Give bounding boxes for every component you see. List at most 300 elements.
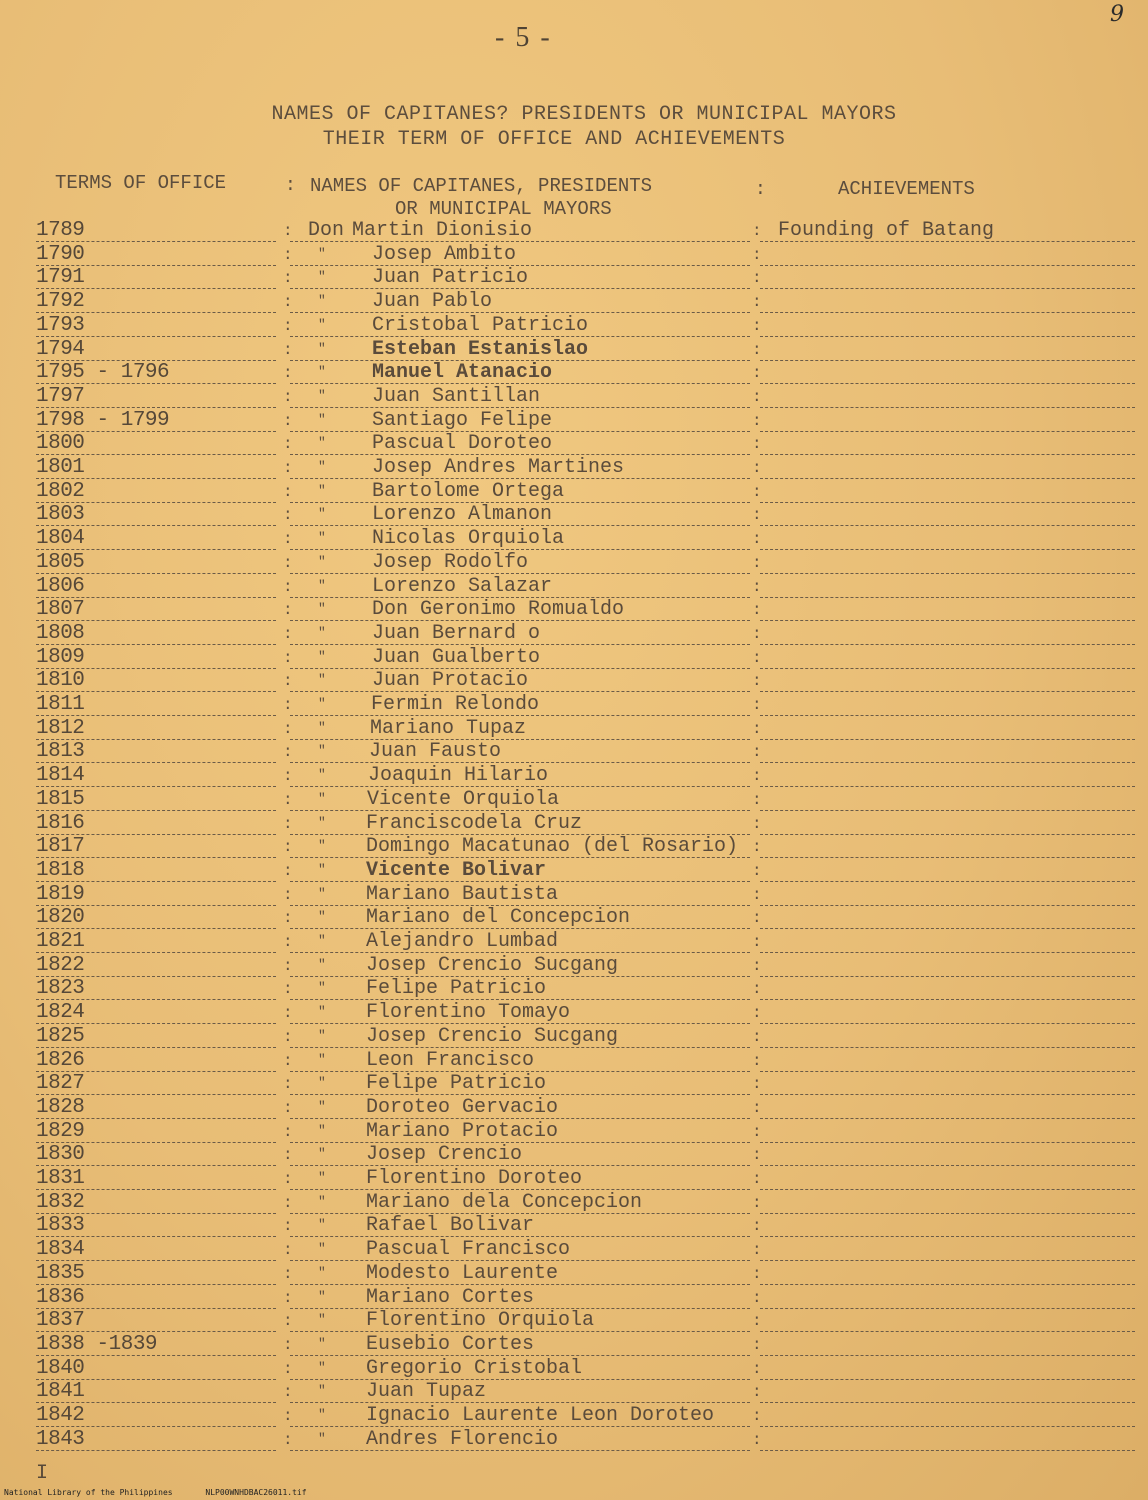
mayor-name: Josep Crencio [366, 1143, 523, 1167]
ditto-mark: " [318, 293, 326, 309]
mayor-name: Florentino Doroteo [366, 1167, 583, 1190]
ditto-mark: " [318, 861, 326, 877]
ditto-mark: " [318, 1193, 326, 1209]
mayor-name: Josep Ambito [372, 242, 517, 266]
column-separator: : [283, 719, 293, 738]
column-separator: : [283, 245, 293, 264]
term-of-office: 1822 [36, 953, 85, 977]
column-separator: : [283, 1170, 293, 1188]
column-separator: : [283, 1122, 293, 1141]
column-separator: : [752, 814, 762, 833]
column-separator: : [283, 696, 293, 714]
column-separator: : [283, 980, 293, 999]
mayor-name: Juan Fausto [369, 740, 502, 764]
mayor-name: Juan Gualberto [372, 645, 541, 669]
ditto-mark: " [318, 838, 326, 854]
column-separator: : [752, 1122, 762, 1141]
term-of-office: 1842 [36, 1404, 85, 1427]
term-of-office: 1817 [36, 835, 85, 859]
title-line-1: NAMES OF CAPITANES? PRESIDENTS OR MUNICIPAL MAYORS [271, 103, 897, 126]
term-of-office: 1828 [36, 1095, 85, 1119]
column-separator: : [283, 790, 293, 809]
ditto-mark: " [318, 1098, 326, 1114]
ditto-mark: " [318, 340, 326, 356]
column-separator: : [752, 767, 762, 786]
term-of-office: 1803 [36, 503, 85, 527]
term-of-office: 1814 [36, 764, 85, 788]
term-of-office: 1815 [36, 787, 85, 811]
mayor-name: Eusebio Cortes [366, 1332, 535, 1356]
mayor-name: Pascual Francisco [366, 1238, 571, 1262]
column-separator: : [752, 696, 762, 714]
column-separator: : [752, 956, 762, 975]
column-separator: : [283, 1335, 293, 1354]
header-colon: : [285, 176, 296, 196]
page-number: - 5 - [495, 22, 552, 53]
term-of-office: 1812 [36, 716, 85, 740]
ditto-mark: " [318, 1288, 326, 1304]
table-row [0, 455, 1148, 479]
table-row [0, 692, 1148, 716]
table-row [0, 1190, 1148, 1214]
ditto-mark: " [318, 956, 326, 972]
column-separator: : [752, 1312, 762, 1331]
footer-filename: NLP00WNHDBAC26011.tif [205, 1488, 307, 1497]
column-separator: : [752, 648, 762, 667]
column-separator: : [283, 1146, 293, 1165]
term-of-office: 1831 [36, 1167, 85, 1190]
column-separator: : [752, 1288, 762, 1307]
column-separator: : [283, 1288, 293, 1307]
mayor-name: Nicolas Orquiola [372, 527, 565, 551]
mayor-name: Vicente Orquiola [367, 787, 560, 811]
mayor-name: Florentino Orquiola [366, 1309, 595, 1333]
column-separator: : [283, 222, 293, 240]
term-of-office: 1836 [36, 1285, 85, 1309]
column-separator: : [752, 1170, 762, 1188]
column-separator: : [752, 672, 762, 691]
ditto-mark: " [318, 1430, 326, 1446]
column-separator: : [752, 1264, 762, 1283]
column-separator: : [752, 530, 762, 549]
mayor-name: Gregorio Cristobal [366, 1356, 583, 1380]
mayor-name: Florentino Tomayo [366, 1001, 571, 1025]
table-row [0, 929, 1148, 953]
term-of-office: 1793 [36, 313, 85, 337]
achievement: Founding of Batang [778, 219, 995, 242]
column-separator: : [283, 553, 293, 572]
column-separator: : [283, 411, 293, 430]
header-names-line-1: NAMES OF CAPITANES, PRESIDENTS [310, 175, 653, 197]
term-of-office: 1819 [36, 882, 85, 906]
term-of-office: 1808 [36, 621, 85, 645]
mayor-name: Bartolome Ortega [372, 479, 565, 503]
bottom-mark: I [36, 1462, 49, 1485]
table-row [0, 739, 1148, 763]
ditto-mark: " [318, 269, 326, 285]
mayor-name: Domingo Macatunao (del Rosario) [366, 835, 739, 859]
column-separator: : [283, 1051, 293, 1070]
ditto-mark: " [318, 553, 326, 569]
column-separator: : [752, 790, 762, 809]
column-separator: : [752, 482, 762, 501]
mayor-name: Pascual Doroteo [372, 432, 553, 456]
column-separator: : [283, 340, 293, 359]
column-separator: : [283, 838, 293, 857]
ditto-mark: " [318, 719, 326, 735]
ditto-mark: " [318, 387, 326, 403]
term-of-office: 1843 [36, 1427, 85, 1451]
mayor-name: Don Geronimo Romualdo [372, 598, 625, 622]
ditto-mark: " [318, 672, 326, 688]
term-of-office: 1830 [36, 1143, 85, 1167]
column-separator: : [752, 624, 762, 643]
table-row [0, 1332, 1148, 1356]
table-row [0, 1285, 1148, 1309]
column-separator: : [283, 1264, 293, 1283]
mayor-name: Lorenzo Almanon [372, 503, 553, 527]
table-row [0, 811, 1148, 835]
mayor-name: Manuel Atanacio [372, 361, 553, 385]
column-separator: : [752, 387, 762, 406]
table-row [0, 621, 1148, 645]
column-separator: : [752, 1241, 762, 1260]
ditto-mark: " [318, 435, 326, 451]
table-row [0, 502, 1148, 526]
column-separator: : [752, 364, 762, 383]
ditto-mark: " [318, 933, 326, 948]
table-row [0, 716, 1148, 740]
column-separator: : [752, 506, 762, 525]
table-row [0, 1166, 1148, 1190]
column-separator: : [752, 293, 762, 312]
table-row [0, 431, 1148, 455]
mayor-name: Vicente Bolivar [366, 858, 547, 882]
column-separator: : [752, 1335, 762, 1354]
ditto-mark: " [318, 790, 326, 806]
column-separator: : [752, 601, 762, 620]
ditto-mark: " [318, 1264, 326, 1280]
column-separator: : [283, 814, 293, 833]
column-separator: : [283, 601, 293, 620]
table-row [0, 905, 1148, 929]
column-separator: : [283, 1359, 293, 1378]
table-row [0, 218, 1148, 242]
ditto-mark: " [318, 316, 326, 332]
column-separator: : [283, 909, 293, 928]
table-row [0, 1356, 1148, 1380]
ditto-mark: " [318, 1146, 326, 1162]
column-separator: : [283, 1430, 293, 1449]
ditto-mark: " [318, 364, 326, 380]
achievement-underline [760, 1450, 1135, 1451]
term-of-office: 1807 [36, 598, 85, 622]
column-separator: : [752, 1217, 762, 1236]
term-of-office: 1809 [36, 645, 85, 669]
table-row [0, 526, 1148, 550]
term-of-office: 1792 [36, 290, 85, 314]
mayor-name: Juan Patricio [372, 266, 529, 290]
table-row [0, 1403, 1148, 1427]
column-separator: : [283, 767, 293, 786]
ditto-mark: " [318, 1383, 326, 1399]
column-separator: : [283, 1075, 293, 1094]
column-separator: : [283, 482, 293, 501]
table-row [0, 787, 1148, 811]
ditto-mark: " [318, 411, 326, 427]
column-separator: : [283, 1312, 293, 1331]
column-separator: : [283, 293, 293, 312]
column-separator: : [752, 838, 762, 857]
column-separator: : [752, 435, 762, 454]
header-terms-of-office: TERMS OF OFFICE [55, 172, 227, 194]
column-separator: : [752, 1027, 762, 1046]
table-row [0, 550, 1148, 574]
footer [4, 1488, 335, 1497]
term-of-office: 1791 [36, 266, 85, 290]
term-of-office: 1816 [36, 811, 85, 835]
term-of-office: 1805 [36, 550, 85, 574]
column-separator: : [752, 1075, 762, 1094]
term-of-office: 1818 [36, 858, 85, 882]
mayor-name: Felipe Patricio [366, 1072, 547, 1096]
table-row [0, 384, 1148, 408]
column-separator: : [283, 648, 293, 667]
mayor-name: Andres Florencio [366, 1427, 559, 1451]
term-of-office: 1802 [36, 479, 85, 503]
column-separator: : [283, 1383, 293, 1402]
column-separator: : [752, 885, 762, 904]
ditto-mark: " [318, 530, 326, 546]
term-of-office: 1840 [36, 1356, 85, 1380]
ditto-mark: " [318, 577, 326, 593]
ditto-mark: " [318, 1004, 326, 1020]
column-separator: : [283, 530, 293, 549]
table-row [0, 1142, 1148, 1166]
column-separator: : [283, 956, 293, 975]
term-of-office: 1811 [36, 693, 85, 716]
column-separator: : [752, 411, 762, 430]
column-separator: : [283, 435, 293, 454]
mayor-name: Rafael Bolivar [366, 1214, 535, 1238]
mayor-name: Fermin Relondo [371, 693, 540, 716]
mayor-name: Leon Francisco [366, 1048, 535, 1072]
term-of-office: 1804 [36, 527, 85, 551]
mayor-name: Esteban Estanislao [372, 337, 589, 361]
column-separator: : [283, 1027, 293, 1046]
term-of-office: 1827 [36, 1072, 85, 1096]
ditto-mark: " [318, 885, 326, 901]
term-of-office: 1795 - 1796 [36, 361, 170, 385]
ditto-mark: " [318, 696, 326, 711]
header-achievements: ACHIEVEMENTS [838, 178, 975, 200]
ditto-mark: " [318, 601, 326, 617]
table-row [0, 1261, 1148, 1285]
column-separator: : [752, 1193, 762, 1212]
header-names-line-2: OR MUNICIPAL MAYORS [395, 198, 612, 220]
column-separator: : [752, 1430, 762, 1449]
term-of-office: 1800 [36, 432, 85, 456]
column-separator: : [752, 340, 762, 359]
ditto-mark: " [318, 1407, 326, 1422]
term-of-office: 1801 [36, 456, 85, 479]
corner-page-number: 9 [1110, 2, 1124, 27]
column-separator: : [752, 1004, 762, 1023]
term-of-office: 1798 - 1799 [36, 408, 170, 432]
table-row [0, 645, 1148, 669]
term-of-office: 1806 [36, 574, 85, 598]
mayor-name: Cristobal Patricio [372, 313, 589, 337]
column-separator: : [752, 1051, 762, 1070]
ditto-mark: " [318, 1122, 326, 1138]
mayor-name: Ignacio Laurente Leon Doroteo [366, 1404, 715, 1427]
ditto-mark: " [318, 648, 326, 664]
ditto-mark: " [318, 743, 326, 759]
column-separator: : [283, 1217, 293, 1236]
ditto-mark: " [318, 1027, 326, 1043]
ditto-mark: " [318, 1312, 326, 1328]
column-separator: : [283, 1004, 293, 1023]
mayor-name: Josep Rodolfo [372, 550, 529, 574]
column-separator: : [283, 672, 293, 691]
column-separator: : [752, 1407, 762, 1425]
column-separator: : [283, 624, 293, 643]
ditto-mark: " [318, 1335, 326, 1351]
table-row [0, 360, 1148, 384]
ditto-mark: " [318, 1359, 326, 1375]
table-row [0, 1000, 1148, 1024]
term-of-office: 1813 [36, 740, 85, 764]
column-separator: : [283, 1407, 293, 1425]
column-separator: : [283, 577, 293, 596]
mayor-name: Juan Bernard o [372, 621, 541, 645]
column-separator: : [752, 269, 762, 288]
title-line-2: THEIR TERM OF OFFICE AND ACHIEVEMENTS [322, 128, 786, 151]
table-row [0, 1237, 1148, 1261]
table-row [0, 1119, 1148, 1143]
ditto-mark: " [318, 1051, 326, 1067]
table-row [0, 337, 1148, 361]
mayor-name: Mariano Cortes [366, 1285, 535, 1309]
table-row [0, 858, 1148, 882]
mayor-name: Josep Crencio Sucgang [366, 1024, 619, 1048]
mayor-name: Josep Andres Martines [372, 456, 625, 479]
mayor-name: Juan Pablo [372, 290, 493, 314]
mayor-name: Alejandro Lumbad [366, 930, 559, 953]
column-separator: : [283, 387, 293, 406]
ditto-mark: " [318, 1170, 326, 1185]
table-row [0, 1213, 1148, 1237]
table-row [0, 1427, 1148, 1451]
term-of-office: 1841 [36, 1380, 85, 1404]
mayor-name: Juan Tupaz [366, 1380, 487, 1404]
column-separator: : [752, 1146, 762, 1165]
term-of-office: 1834 [36, 1238, 85, 1262]
column-separator: : [752, 909, 762, 928]
ditto-mark: " [318, 814, 326, 830]
term-of-office: 1824 [36, 1001, 85, 1025]
mayor-name: Modesto Laurente [366, 1261, 559, 1285]
table-row [0, 408, 1148, 432]
column-separator: : [752, 1359, 762, 1378]
term-of-office: 1810 [36, 669, 85, 693]
ditto-mark: " [318, 506, 326, 522]
mayor-name: Juan Protacio [372, 669, 529, 693]
ditto-mark: " [318, 482, 326, 498]
column-separator: : [283, 861, 293, 880]
table-row [0, 668, 1148, 692]
column-separator: : [283, 269, 293, 288]
ditto-mark: " [318, 1217, 326, 1233]
term-of-office: 1790 [36, 242, 85, 266]
term-of-office: 1823 [36, 977, 85, 1001]
term-of-office: 1832 [36, 1190, 85, 1214]
mayor-name: Joaquin Hilario [368, 764, 549, 788]
column-separator: : [752, 1098, 762, 1117]
ditto-mark: " [318, 1075, 326, 1091]
column-separator: : [752, 459, 762, 477]
table-row [0, 834, 1148, 858]
term-of-office: 1797 [36, 384, 85, 408]
mayor-name: Mariano dela Concepcion [366, 1190, 643, 1214]
ditto-mark: " [318, 245, 326, 261]
ditto-mark: " [318, 909, 326, 925]
term-of-office: 1826 [36, 1048, 85, 1072]
mayor-name: Lorenzo Salazar [372, 574, 553, 598]
table-row [0, 242, 1148, 266]
mayor-name: Doroteo Gervacio [366, 1095, 559, 1119]
ditto-mark: " [318, 624, 326, 640]
term-of-office: 1820 [36, 906, 85, 930]
mayor-name: Martin Dionisio [352, 219, 533, 242]
ditto-mark: " [318, 980, 326, 996]
mayor-name: Mariano del Concepcion [366, 906, 631, 930]
mayor-name: Juan Santillan [372, 384, 541, 408]
column-separator: : [752, 1383, 762, 1402]
table-row [0, 313, 1148, 337]
ditto-mark: " [318, 459, 326, 474]
mayor-name: Santiago Felipe [372, 408, 553, 432]
column-separator: : [752, 980, 762, 999]
column-separator: : [752, 861, 762, 880]
term-of-office: 1825 [36, 1024, 85, 1048]
table-row [0, 265, 1148, 289]
column-separator: : [283, 743, 293, 762]
column-separator: : [752, 553, 762, 572]
table-row [0, 953, 1148, 977]
column-separator: : [752, 719, 762, 738]
ditto-mark: " [318, 767, 326, 783]
table-row [0, 574, 1148, 598]
mayor-name: Mariano Bautista [366, 882, 559, 906]
column-separator: : [283, 933, 293, 951]
term-of-office: 1829 [36, 1119, 85, 1143]
term-of-office: 1837 [36, 1309, 85, 1333]
column-separator: : [283, 459, 293, 477]
table-row [0, 1071, 1148, 1095]
mayor-name: Franciscodela Cruz [366, 811, 583, 835]
ditto-mark: " [318, 1241, 326, 1257]
term-of-office: 1794 [36, 337, 85, 361]
table-row [0, 882, 1148, 906]
table-row [0, 1379, 1148, 1403]
footer-library: National Library of the Philippines [4, 1488, 173, 1497]
table-row [0, 597, 1148, 621]
column-separator: : [283, 316, 293, 335]
mayor-name: Mariano Tupaz [370, 716, 527, 740]
table-row [0, 1095, 1148, 1119]
table-row [0, 1024, 1148, 1048]
